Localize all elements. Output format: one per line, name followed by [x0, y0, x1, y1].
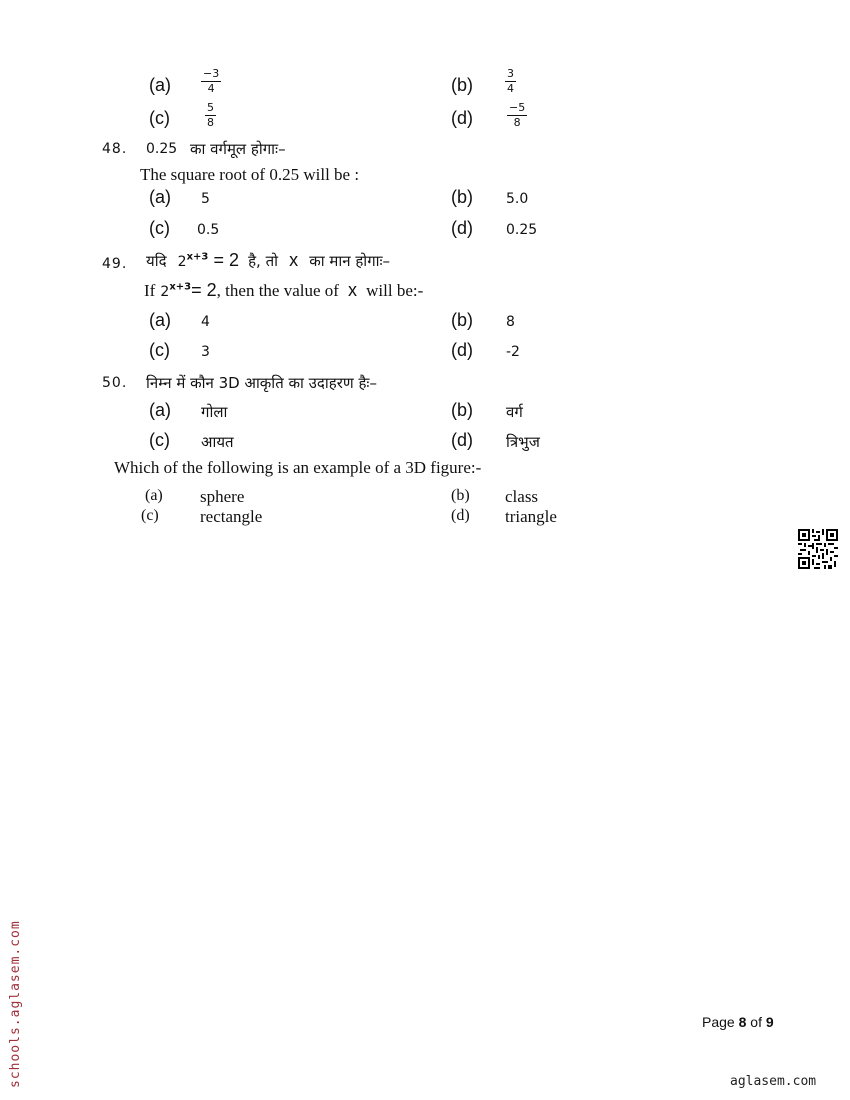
- q49-option-d-value: -2: [506, 344, 520, 360]
- page-total: 9: [765, 1014, 774, 1030]
- q47-option-c-label: (c): [149, 108, 170, 128]
- q48-hindi-value: 0.25: [146, 141, 178, 157]
- q50-hindi-option-b-label: (b): [451, 400, 473, 420]
- q50-hindi-option-b-value: वर्ग: [506, 403, 523, 421]
- q50-hindi-option-c-value: आयत: [201, 433, 234, 451]
- footer-site: aglasem.com: [730, 1074, 817, 1089]
- q49-variable: x: [289, 250, 299, 270]
- q48-option-a-value: 5: [201, 191, 210, 207]
- q47-option-b-label: (b): [451, 75, 473, 95]
- q47-option-b-fraction: [505, 68, 516, 95]
- fraction-denominator: 8: [207, 116, 214, 129]
- fraction-denominator: 4: [207, 82, 215, 95]
- q50-english-text: Which of the following is an example of a 3D figure:-: [114, 458, 482, 477]
- q49-exponent: x+3: [186, 251, 209, 263]
- q50-hindi-option-d-label: (d): [451, 430, 473, 450]
- q48-option-c-label: (c): [149, 218, 170, 238]
- q50-english-option-b-label: (b): [451, 487, 470, 504]
- q49-option-a-value: 4: [201, 314, 210, 330]
- fraction-denominator: 8: [513, 116, 521, 129]
- fraction-numerator: 5: [207, 101, 214, 114]
- q50-english-option-a-value: sphere: [200, 487, 245, 506]
- page-prefix: Page: [702, 1014, 735, 1030]
- q49-english-equals: = 2: [191, 280, 217, 300]
- page-current: 8: [738, 1014, 747, 1030]
- q49-hindi-line: [146, 250, 390, 271]
- q48-english-text: The square root of 0.25 will be :: [140, 165, 360, 184]
- q50-hindi-text: निम्न में कौन 3D आकृति का उदाहरण हैः–: [146, 374, 377, 392]
- q47-option-d-label: (d): [451, 108, 473, 128]
- q49-hindi-end: का मान होगाः–: [309, 252, 391, 270]
- q49-option-b-label: (b): [451, 310, 473, 330]
- q49-equals: = 2: [213, 250, 239, 270]
- q50-hindi-option-a-value: गोला: [201, 403, 228, 421]
- q49-option-a-label: (a): [149, 310, 171, 330]
- fraction-denominator: 4: [507, 82, 514, 95]
- page-number: [702, 1014, 774, 1030]
- q50-english-option-a-label: (a): [145, 487, 163, 504]
- q50-english-option-b-value: class: [505, 487, 539, 506]
- q49-english-if: If: [144, 281, 156, 300]
- q50-english-option-c-value: rectangle: [200, 507, 263, 526]
- qr-code-icon: [798, 529, 838, 569]
- q50-hindi-option-d-value: त्रिभुज: [506, 433, 540, 451]
- fraction-numerator: 3: [507, 67, 514, 80]
- q49-english-end: will be:-: [366, 281, 424, 300]
- page-of: of: [750, 1014, 762, 1030]
- q49-option-c-label: (c): [149, 340, 170, 360]
- fraction-numerator: −5: [509, 101, 526, 114]
- q49-base: 2: [177, 254, 187, 270]
- q50-english-option-d-label: (d): [451, 507, 470, 524]
- q48-option-c-value: 0.5: [197, 222, 220, 238]
- q50-hindi-option-c-label: (c): [149, 430, 170, 450]
- q49-hindi-mid: है, तो: [248, 252, 279, 270]
- q47-option-c-fraction: [205, 102, 216, 129]
- q48-option-d-value: 0.25: [506, 222, 538, 238]
- q49-option-d-label: (d): [451, 340, 473, 360]
- q49-english-variable: x: [348, 280, 358, 300]
- fraction-numerator: −3: [203, 67, 220, 80]
- side-watermark: schools.aglasem.com: [8, 920, 23, 1088]
- q50-hindi-option-a-label: (a): [149, 400, 171, 420]
- q47-option-a-label: (a): [149, 75, 171, 95]
- q48-hindi-text: का वर्गमूल होगाः–: [190, 140, 286, 158]
- q49-english-line: [144, 280, 423, 301]
- q48-option-b-value: 5.0: [506, 191, 529, 207]
- q50-number: 50.: [102, 375, 128, 391]
- q48-option-a-label: (a): [149, 187, 171, 207]
- q49-english-mid: , then the value of: [216, 281, 339, 300]
- q50-english-option-d-value: triangle: [505, 507, 557, 526]
- q49-option-c-value: 3: [201, 344, 210, 360]
- q49-english-exponent: x+3: [169, 281, 192, 293]
- q47-option-d-fraction: [507, 102, 527, 129]
- q49-number: 49.: [102, 256, 128, 272]
- q48-option-b-label: (b): [451, 187, 473, 207]
- q49-option-b-value: 8: [506, 314, 515, 330]
- q48-number: 48.: [102, 141, 128, 157]
- q48-option-d-label: (d): [451, 218, 473, 238]
- q50-english-option-c-label: (c): [141, 507, 159, 524]
- q49-english-base: 2: [160, 284, 170, 300]
- q47-option-a-fraction: [201, 68, 221, 95]
- q49-hindi-if: यदि: [146, 252, 167, 270]
